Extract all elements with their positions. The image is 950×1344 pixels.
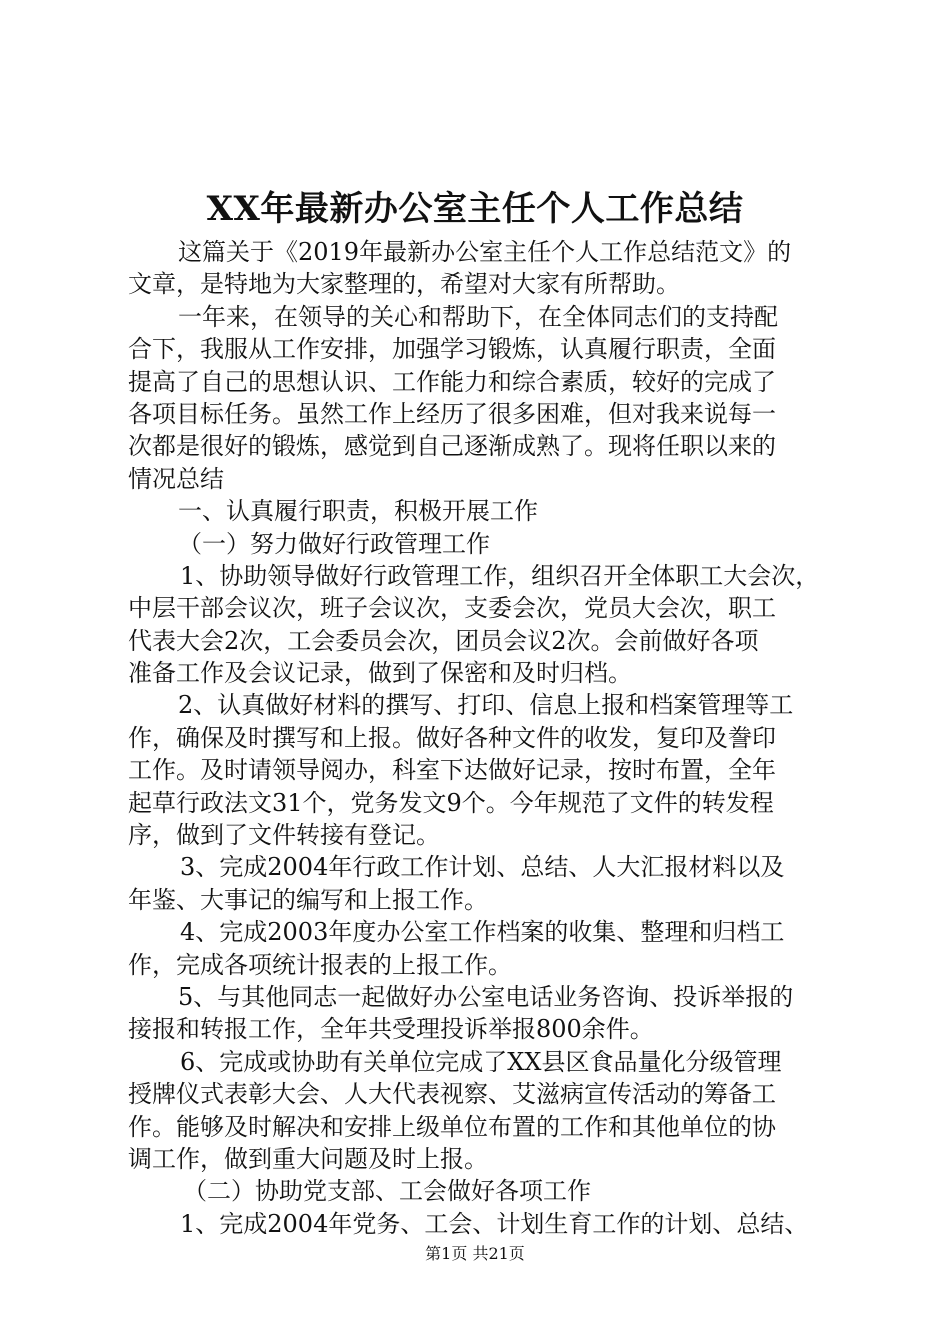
body-line: 文章，是特地为大家整理的，希望对大家有所帮助。 (128, 270, 680, 299)
body-line: 接报和转报工作，全年共受理投诉举报800余件。 (128, 1015, 654, 1044)
body-line: 中层干部会议次，班子会议次，支委会次，党员大会次，职工 (128, 594, 776, 623)
body-line: 授牌仪式表彰大会、人大代表视察、艾滋病宣传活动的筹备工 (128, 1080, 776, 1109)
body-line: 调工作，做到重大问题及时上报。 (128, 1144, 488, 1173)
body-line: 作。能够及时解决和安排上级单位布置的工作和其他单位的协 (128, 1112, 776, 1141)
body-line: 次都是很好的锻炼，感觉到自己逐渐成熟了。现将任职以来的 (128, 432, 776, 461)
body-line: 作，完成各项统计报表的上报工作。 (128, 950, 512, 979)
body-line: 年鉴、大事记的编写和上报工作。 (128, 885, 488, 914)
body-line: 起草行政法文31个，党务发文9个。今年规范了文件的转发程 (128, 788, 774, 817)
body-line: 准备工作及会议记录，做到了保密和及时归档。 (128, 659, 632, 688)
body-line: 一年来，在领导的关心和帮助下，在全体同志们的支持配 (178, 302, 778, 331)
body-line: 提高了自己的思想认识、工作能力和综合素质，较好的完成了 (128, 367, 776, 396)
subsection-heading: （二）协助党支部、工会做好各项工作 (183, 1177, 591, 1206)
body-line: 2、认真做好材料的撰写、打印、信息上报和档案管理等工 (178, 691, 794, 720)
body-line: 作，确保及时撰写和上报。做好各种文件的收发，复印及誊印 (128, 723, 776, 752)
document-title: XX年最新办公室主任个人工作总结 (206, 189, 744, 229)
body-line: 5、与其他同志一起做好办公室电话业务咨询、投诉举报的 (178, 982, 794, 1011)
body-line: 1、协助领导做好行政管理工作，组织召开全体职工大会次， (180, 561, 820, 590)
body-line: 6、完成或协助有关单位完成了XX县区食品量化分级管理 (180, 1047, 782, 1076)
subsection-heading: （一）努力做好行政管理工作 (178, 529, 490, 558)
body-line: 合下，我服从工作安排，加强学习锻炼，认真履行职责，全面 (128, 335, 776, 364)
section-heading: 一、认真履行职责，积极开展工作 (178, 497, 538, 526)
body-line: 各项目标任务。虽然工作上经历了很多困难，但对我来说每一 (128, 399, 776, 428)
body-line: 序，做到了文件转接有登记。 (128, 821, 440, 850)
body-line: 这篇关于《2019年最新办公室主任个人工作总结范文》的 (178, 238, 792, 266)
body-line: 4、完成2003年度办公室工作档案的收集、整理和归档工 (180, 918, 785, 947)
body-line: 代表大会2次，工会委员会次，团员会议2次。会前做好各项 (128, 626, 759, 655)
body-line: 1、完成2004年党务、工会、计划生育工作的计划、总结、 (180, 1209, 809, 1238)
body-line: 3、完成2004年行政工作计划、总结、人大汇报材料以及 (180, 853, 785, 882)
body-line: 情况总结 (128, 464, 224, 493)
body-line: 工作。及时请领导阅办，科室下达做好记录，按时布置，全年 (128, 756, 776, 785)
document-body (128, 236, 834, 1240)
page-footer: 第1页 共21页 (425, 1244, 525, 1263)
